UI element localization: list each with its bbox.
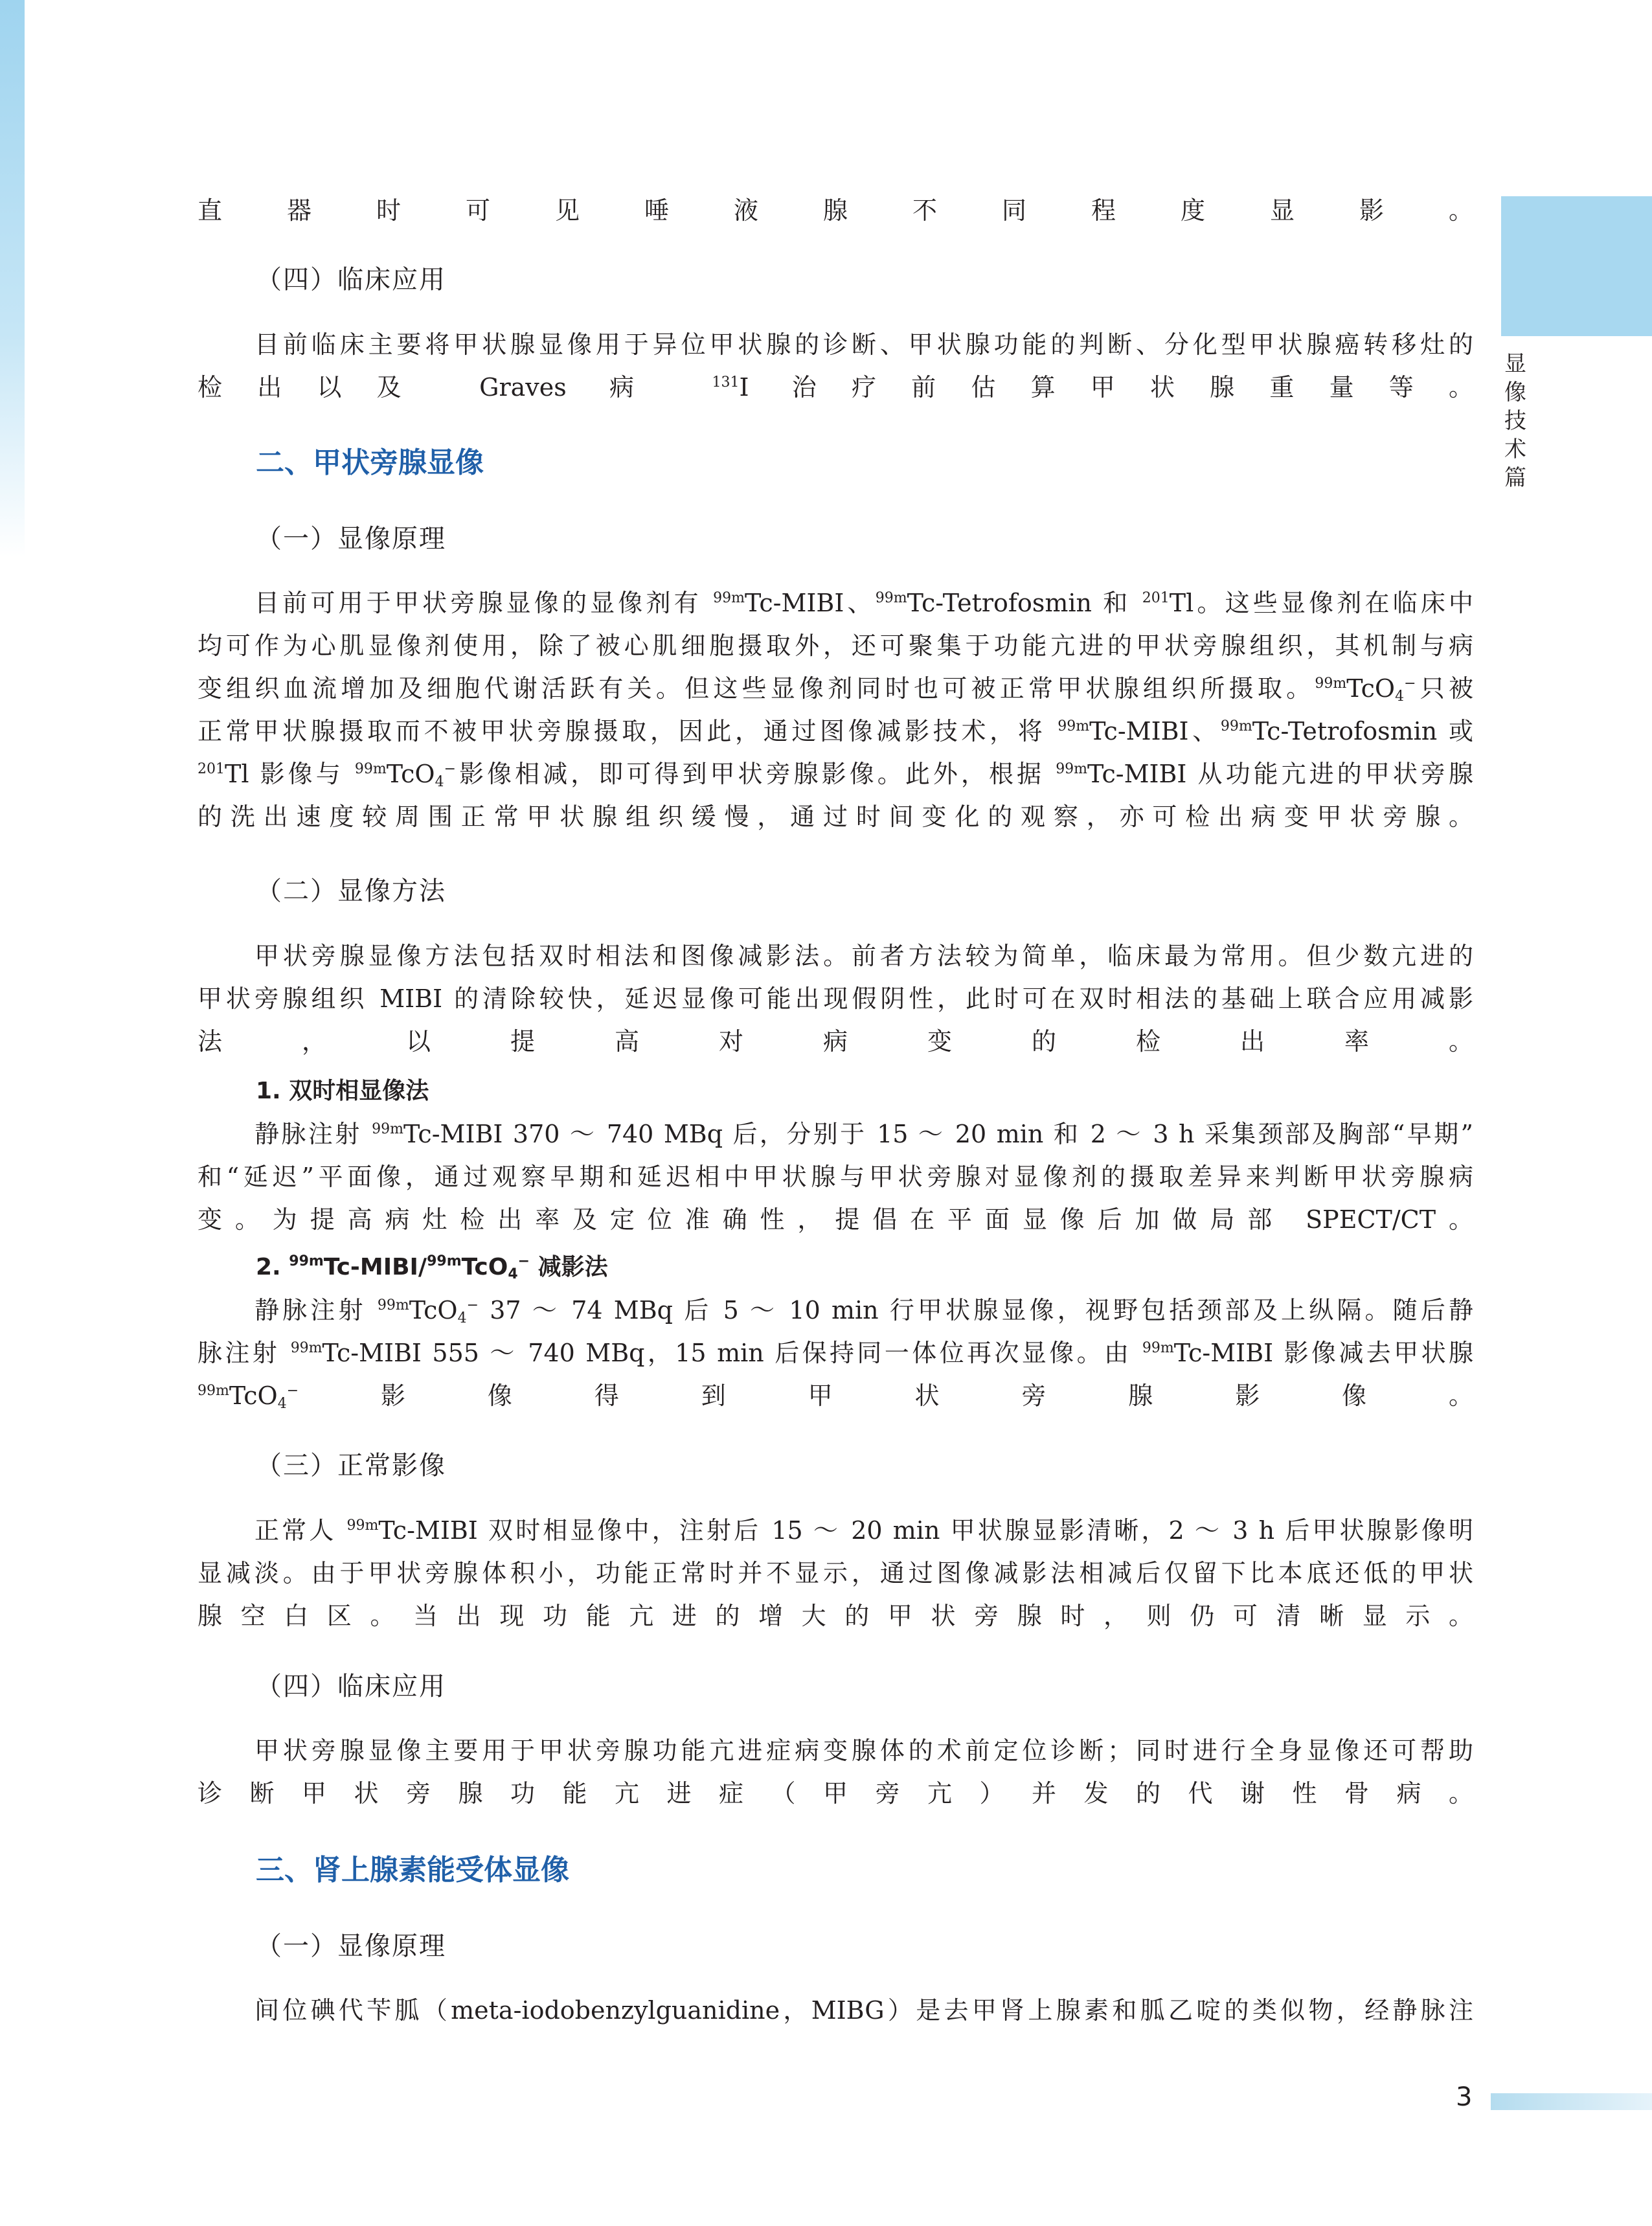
- paragraph: 间位碘代苄胍（meta-iodobenzylguanidine，MIBG）是去甲肾上腺素和胍乙啶的类似物，经静脉注: [255, 1996, 1473, 2025]
- paragraph: 甲状旁腺显像主要用于甲状旁腺功能亢进症病变腺体的术前定位诊断；同时进行全身显像还可帮助 诊断甲状旁腺功能亢进症（甲旁亢）并发的代谢性骨病。: [198, 1736, 1473, 1808]
- paragraph: 甲状旁腺显像方法包括双时相法和图像减影法。前者方法较为简单，临床最为常用。但少数亢进的 甲状旁腺组织 MIBI 的清除较快，延迟显像可能出现假阴性，此时可在双时相法的基础上联合应用减影 法，以提高对病变的检出率。: [198, 942, 1473, 1056]
- left-decor-strip: [0, 0, 25, 557]
- section-heading: （一）显像原理: [256, 524, 446, 554]
- section-heading: （三）正常影像: [256, 1451, 446, 1481]
- subsection-heading: 2. $^{99m}$Tc-MIBI/$^{99m}$TcO$_4$− 减影法: [256, 1253, 608, 1282]
- chapter-section-title: 二、甲状旁腺显像: [256, 446, 484, 479]
- section-heading: （一）显像原理: [256, 1931, 446, 1961]
- page-number: 3: [1456, 2082, 1473, 2112]
- chapter-section-title: 三、肾上腺素能受体显像: [256, 1854, 569, 1887]
- chapter-tab-label: 显 像 技 术 篇: [1504, 351, 1526, 491]
- paragraph: 静脉注射 $^{99m}$TcO$_4$− 37 ～ 74 MBq 后 5 ～ 10 min 行甲状腺显像，视野包括颈部及上纵隔。随后静 脉注射 $^{99m}$Tc-MIBI 555 ～ 740 MBq，15 min 后保持同一体位再次显像。由 $^{99m}$Tc-MIBI 影像减去甲状腺 $^{99m}$TcO$_4$−影像得到甲状旁腺影像。: [198, 1296, 1473, 1412]
- section-heading: （二）显像方法: [256, 876, 446, 906]
- paragraph: 目前临床主要将甲状腺显像用于异位甲状腺的诊断、甲状腺功能的判断、分化型甲状腺癌转移灶的 检出以及 Graves 病 $^{131}$I 治疗前估算甲状腺重量等。: [198, 330, 1473, 402]
- subsection-heading: 1. 双时相显像法: [256, 1078, 429, 1104]
- paragraph: 直器时可见唾液腺不同程度显影。: [198, 196, 1473, 225]
- footer-decor-bar: [1491, 2093, 1652, 2110]
- paragraph: 静脉注射 $^{99m}$Tc-MIBI 370 ～ 740 MBq 后，分别于 15 ～ 20 min 和 2 ～ 3 h 采集颈部及胸部“早期” 和“延迟”平面像，通过观察早期和延迟相中甲状腺与甲状旁腺对显像剂的摄取差异来判断甲状旁腺病 变。为提高病灶检出率及定位准确性，提倡在平面显像后加做局部 SPECT/CT。: [198, 1120, 1473, 1234]
- section-heading: （四）临床应用: [256, 265, 446, 295]
- chapter-tab: [1501, 196, 1652, 336]
- section-heading: （四）临床应用: [256, 1672, 446, 1701]
- paragraph: 正常人 $^{99m}$Tc-MIBI 双时相显像中，注射后 15 ～ 20 min 甲状腺显影清晰，2 ～ 3 h 后甲状腺影像明 显减淡。由于甲状旁腺体积小，功能正常时并不显示，通过图像减影法相减后仅留下比本底还低的甲状 腺空白区。当出现功能亢进的增大的甲状旁腺时，则仍可清晰显示。: [198, 1516, 1473, 1630]
- paragraph: 目前可用于甲状旁腺显像的显像剂有 $^{99m}$Tc-MIBI、$^{99m}$Tc-Tetrofosmin 和 $^{201}$Tl。这些显像剂在临床中 均可作为心肌显像剂使用，除了被心肌细胞摄取外，还可聚集于功能亢进的甲状旁腺组织，其机制与病 变组织血流增加及细胞代谢活跃有关。但这些显像剂同时也可被正常甲状腺组织所摄取。$^{99m}$TcO$_4$−只被 正常甲状腺摄取而不被甲状旁腺摄取，因此，通过图像减影技术，将 $^{99m}$Tc-MIBI、$^{99m}$Tc-Tetrofosmin 或 $^{201}$Tl 影像与 $^{99m}$TcO$_4$−影像相减，即可得到甲状旁腺影像。此外，根据 $^{99m}$Tc-MIBI 从功能亢进的甲状旁腺 的洗出速度较周围正常甲状腺组织缓慢，通过时间变化的观察，亦可检出病变甲状旁腺。: [198, 589, 1473, 831]
